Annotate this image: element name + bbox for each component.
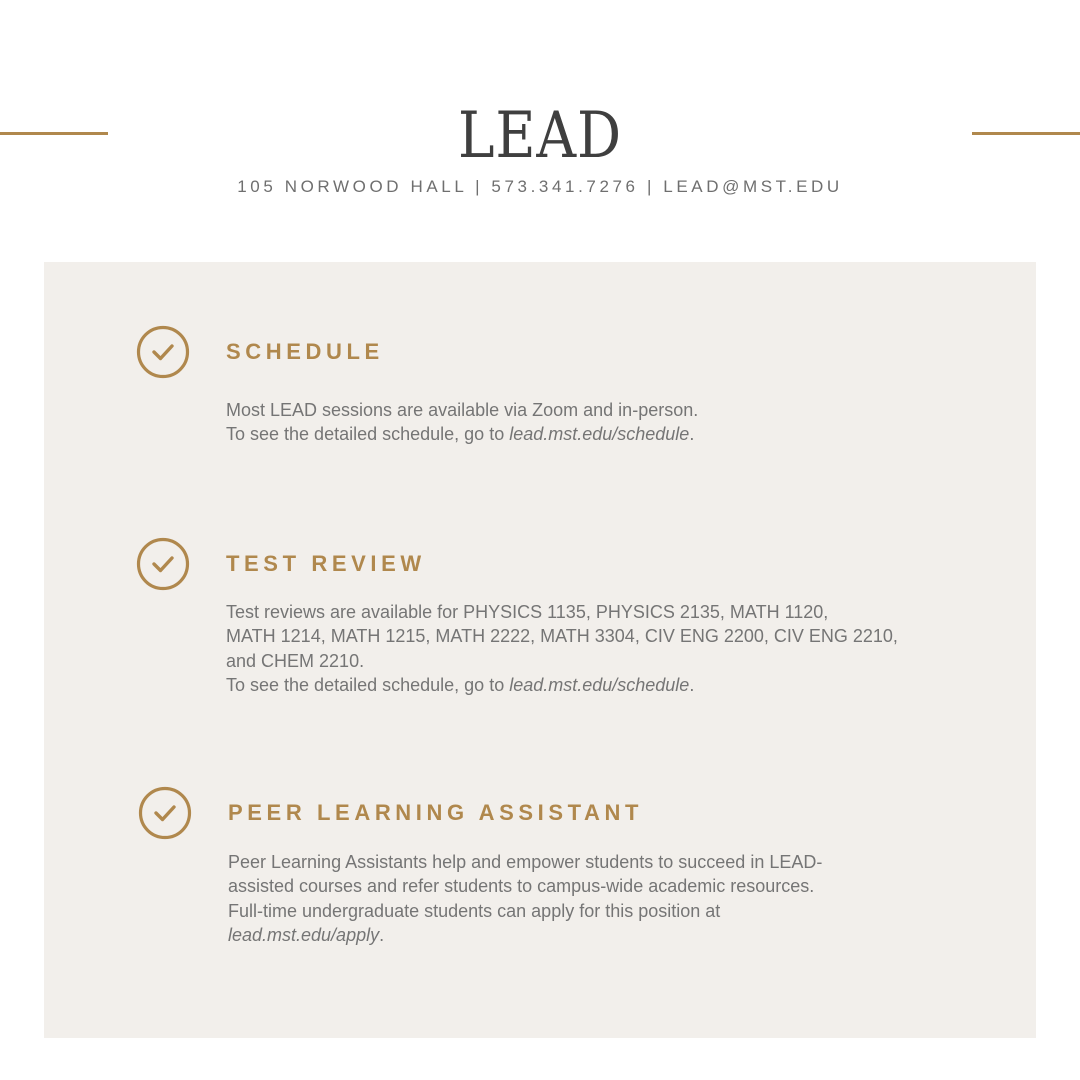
section-body: [226, 398, 966, 447]
schedule-link[interactable]: lead.mst.edu/schedule: [509, 674, 690, 695]
section-body: [228, 850, 968, 947]
body-line: Peer Learning Assistants help and empower students to succeed in LEAD-: [228, 852, 823, 872]
body-line: and CHEM 2210.: [226, 650, 365, 671]
body-line-link: [226, 673, 966, 697]
body-line: assisted courses and refer students to campus-wide academic resources.: [228, 876, 815, 897]
body-line: Full-time undergraduate students can apply for this position at: [228, 900, 721, 921]
section-body: [226, 600, 966, 697]
section-heading: TEST REVIEW: [226, 551, 426, 576]
body-line: MATH 1214, MATH 1215, MATH 2222, MATH 3304, CIV ENG 2200, CIV ENG 2210,: [226, 626, 898, 647]
section-heading: PEER LEARNING ASSISTANT: [228, 800, 644, 825]
body-line-link: [228, 923, 968, 947]
check-circle-icon: [138, 786, 192, 840]
body-line: Most LEAD sessions are available via Zoom and in-person.: [226, 400, 699, 420]
section-heading: SCHEDULE: [226, 339, 384, 364]
link-suffix: .: [689, 674, 695, 695]
contact-info: 105 NORWOOD HALL | 573.341.7276 | LEAD@MST.EDU: [237, 177, 843, 196]
schedule-link[interactable]: lead.mst.edu/schedule: [509, 424, 690, 445]
check-circle-icon: [136, 537, 190, 591]
body-line: Test reviews are available for PHYSICS 1135, PHYSICS 2135, MATH 1120,: [226, 602, 829, 622]
link-suffix: .: [689, 424, 695, 445]
link-prefix: To see the detailed schedule, go to: [226, 674, 510, 695]
link-suffix: .: [379, 924, 385, 945]
body-line-link: [226, 422, 966, 446]
check-circle-icon: [136, 325, 190, 379]
link-prefix: To see the detailed schedule, go to: [226, 424, 510, 445]
apply-link[interactable]: lead.mst.edu/apply: [228, 924, 380, 945]
page-title: LEAD: [457, 99, 623, 173]
